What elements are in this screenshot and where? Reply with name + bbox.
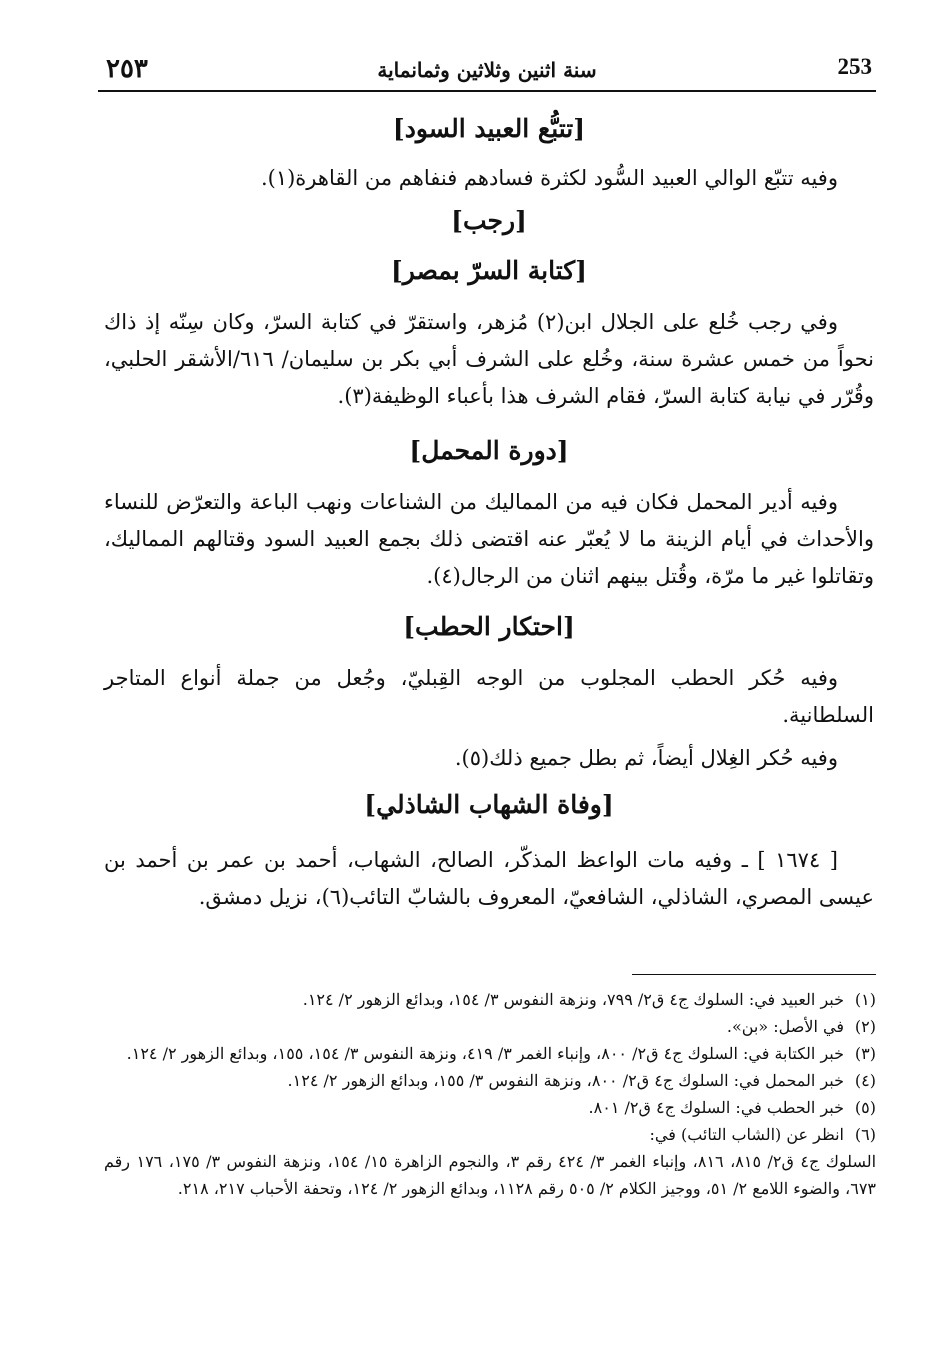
footnote-number: (٦) — [854, 1125, 876, 1144]
footnote-text: خبر المحمل في: السلوك ج٤ ق٢/ ٨٠٠، ونزهة النفوس ٣/ ١٥٥، وبدائع الزهور ٢/ ١٢٤. — [287, 1071, 844, 1090]
footnote-number: (٥) — [854, 1098, 876, 1117]
footnote-text: انظر عن (الشاب التائب) في: — [649, 1125, 844, 1144]
paragraph: وفيه حُكر الحطب المجلوب من الوجه القِبليّ، وجُعل من جملة أنواع المتاجر السلطانية. — [104, 666, 874, 727]
section-heading: [كتابة السرّ بمصر] — [390, 256, 588, 285]
paragraph: وفيه حُكر الغِلال أيضاً، ثم بطل جميع ذلك(٥). — [454, 746, 838, 770]
footnote-text: خبر الكتابة في: السلوك ج٤ ق٢/ ٨٠٠، وإنباء الغمر ٣/ ٤١٩، ونزهة النفوس ٣/ ١٥٤، ١٥٥، وبدائع الزهور ٢/ ١٢٤. — [126, 1044, 844, 1063]
page-number-arabic: ٢٥٣ — [106, 54, 148, 84]
footnote-text: في الأصل: «بن». — [726, 1017, 844, 1036]
footnote-number: (٤) — [854, 1071, 876, 1090]
paragraph: وفيه تتبّع الوالي العبيد السُّود لكثرة فسادهم فنفاهم من القاهرة(١). — [260, 166, 838, 190]
page-header — [98, 50, 876, 92]
footnote-number: (١) — [854, 990, 876, 1009]
paragraph: [ ١٦٧٤ ] ـ وفيه مات الواعظ المذكّر، الصالح، الشهاب، أحمد بن عمر بن أحمد بن عيسى المصري، الشاذلي، الشافعيّ، المعروف بالشابّ التائب(٦)، نزيل دمشق. — [104, 848, 874, 909]
paragraph: وفي رجب خُلع على الجلال ابن(٢) مُزهر، واستقرّ في كتابة السرّ، وكان سِنّه إذ ذاك نحواً من خمس عشرة سنة، وخُلع على الشرف أبي بكر بن سليمان/ ٦١٦/الأشقر الحلبي، وقُرّر في نيابة كتابة السرّ، فقام الشرف هذا بأعباء الوظيفة(٣). — [104, 310, 874, 408]
footnote — [104, 1121, 876, 1148]
footnotes — [104, 986, 876, 1202]
footnote-text: خبر العبيد في: السلوك ج٤ ق٢/ ٧٩٩، ونزهة النفوس ٣/ ١٥٤، وبدائع الزهور ٢/ ١٢٤. — [302, 990, 844, 1009]
footnote-separator — [632, 974, 876, 975]
section-heading: [تتبُّع العبيد السود] — [392, 114, 586, 143]
section-heading: [وفاة الشهاب الشاذلي] — [364, 790, 614, 819]
footnote-number: (٢) — [854, 1017, 876, 1036]
footnote — [104, 1013, 876, 1040]
paragraph: وفيه أدير المحمل فكان فيه من المماليك من الشناعات ونهب الباعة والتعرّض للنساء والأحداث في أيام الزينة ما لا يُعبّر عنه اقتضى ذلك بجمع العبيد السود وقتالهم المماليك، وتقاتلوا غير ما مرّة، وقُتل بينهم اثنان من الرجال(٤). — [104, 490, 874, 588]
footnote — [104, 1040, 876, 1067]
section-heading: [رجب] — [451, 206, 527, 235]
running-title: سنة اثنين وثلاثين وثمانماية — [377, 58, 597, 82]
section-heading: [احتكار الحطب] — [403, 612, 575, 641]
footnote-continuation: السلوك ج٤ ق٢/ ٨١٥، ٨١٦، وإنباء الغمر ٣/ ٤٢٤ رقم ٣، والنجوم الزاهرة ١٥/ ١٥٤، ونزهة النفوس ٣/ ١٧٥، ١٧٦ رقم ٦٧٣، والضوء اللامع ٢/ ٥١، ووجيز الكلام ٢/ ٥٠٥ رقم ١١٢٨، وبدائع الزهور ٢/ ١٢٤، وتحفة الأحباب ٢١٧، ٢١٨. — [104, 1152, 877, 1198]
section-heading: [دورة المحمل] — [409, 436, 569, 465]
footnote-number: (٣) — [854, 1044, 876, 1063]
page-number-latin: 253 — [837, 54, 872, 79]
footnote — [104, 986, 876, 1013]
footnote — [104, 1067, 876, 1094]
footnote-text: خبر الحطب في: السلوك ج٤ ق٢/ ٨٠١. — [588, 1098, 844, 1117]
footnote — [104, 1094, 876, 1121]
